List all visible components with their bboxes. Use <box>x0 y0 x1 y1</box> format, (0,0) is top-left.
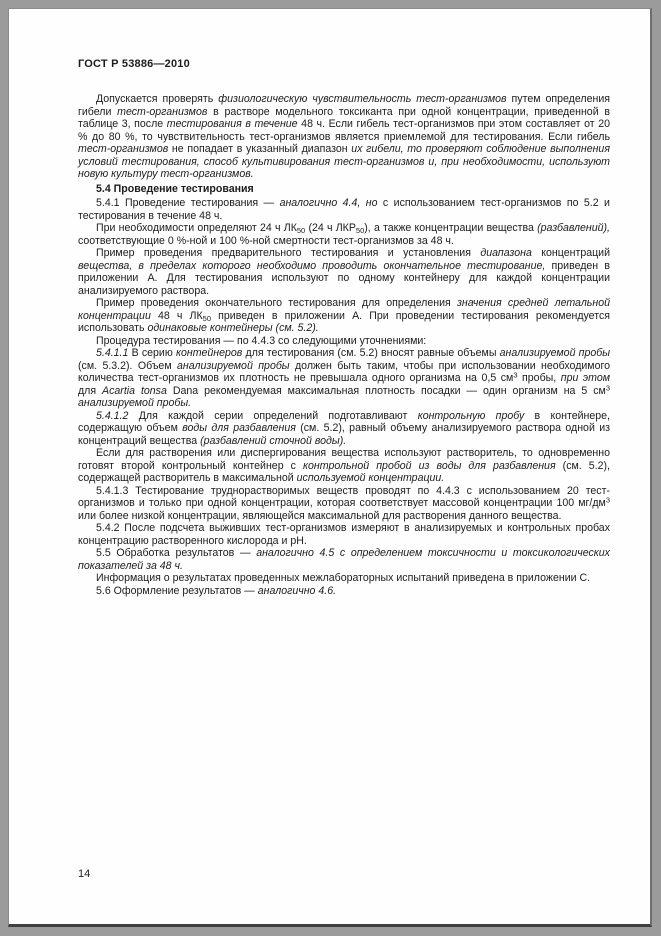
document-body <box>78 93 610 597</box>
paragraph-interlab-info: Информация о результатах проведенных межлабораторных испытаний приведена в приложении С. <box>96 572 591 584</box>
page-number: 14 <box>78 868 91 880</box>
paragraph-5-5: 5.5 Обработка результатов — аналогично 4.5 с определением токсичности и токсикологических показателей за 48 ч. <box>78 547 610 572</box>
paragraph-5-4-1-3: 5.4.1.3 Тестирование труднорастворимых веществ проводят по 4.4.3 с использованием 20 тест-организмов и только при одной концентрации, которая соответствует массовой концентрации 100 $мг/дм^3$ или более низкой концентрации, являющейся максимальной для растворения данного вещества. <box>78 484 610 522</box>
paragraph-5-4-1-1: 5.4.1.1 В серию контейнеров для тестирования (см. 5.2) вносят равные объемы анализируемой пробы (см. 5.3.2). Объем анализируемой пробы должен быть таким, чтобы при использовании необходимого количества тест-организмов их плотность не превышала одного организма на 0,5 $см^3$ пробы, при этом для Acartia tonsa Dana рекомендуемая максимальная плотность посадки — один организм на 5 $см^3$ анализируемой пробы. <box>78 347 611 409</box>
paragraph-5-6: 5.6 Оформление результатов — аналогично 4.6. <box>96 584 337 597</box>
paragraph-procedure: Процедура тестирования — по 4.4.3 со следующими уточнениями: <box>96 334 427 347</box>
paragraph-5-4-1-2: 5.4.1.2 Для каждой серии определений подготавливают контрольную пробу в контейнере, содержащую объем воды для разбавления (см. 5.2), равный объему анализируемого раствора одной из концентраций вещества (разбавлений сточной воды). <box>78 409 610 447</box>
document-page <box>8 8 652 927</box>
heading-5-4: 5.4 Проведение тестирования <box>96 182 254 195</box>
paragraph-lc50: При необходимости определяют 24 ч $ЛК_{50}$ (24 ч $ЛКР_{50}$), а также концентрации вещества (разбавлений), соответствующие 0 %-ной и 100 %-ной смертности тест-организмов за 48 ч. <box>78 222 610 247</box>
paragraph-sensitivity-check: Допускается проверять физиологическую чувствительность тест-организмов путем определения гибели тест-организмов в растворе модельного токсиканта при одной концентрации, приведенной в таблице 3, после тестирования в течение 48 ч. Если гибель тест-организмов при этом составляет от 20 % до 80 %, то чувствительность тест-организмов является приемлемой для тестирования. Если гибель тест-организмов не попадает в указанный диапазон их гибели, то проверяют соблюдение выполнения условий тестирования, способ культивирования тест-организмов и, при необходимости, используют новую культуру тест-организмов. <box>78 93 610 180</box>
paragraph-example-final: Пример проведения окончательного тестирования для определения значения средней летальной концентрации 48 ч $ЛК_{50}$ приведен в приложении А. При проведении тестирования рекомендуется использовать одинаковые контейнеры (см. 5.2). <box>78 297 610 334</box>
paragraph-5-4-1: 5.4.1 Проведение тестирования — аналогично 4.4, но с использованием тест-организмов по 5.2 и тестирования в течение 48 ч. <box>78 197 610 222</box>
paragraph-5-4-2: 5.4.2 После подсчета выживших тест-организмов измеряют в анализируемых и контрольных пробах концентрацию растворенного кислорода и pH. <box>78 522 610 547</box>
paragraph-solvent-control: Если для растворения или диспергирования вещества используют растворитель, то одновременно готовят второй контрольный контейнер с контрольной пробой из воды для разбавления (см. 5.2), содержащей растворитель в максимальной используемой концентрации. <box>78 447 610 484</box>
document-header: ГОСТ Р 53886—2010 <box>78 58 190 70</box>
paragraph-example-preliminary: Пример проведения предварительного тестирования и установления диапазона концентраций вещества, в пределах которого необходимо проводить окончательное тестирование, приведен в приложении А. Для тестирования используют по одному контейнеру для каждой концентрации анализируемого раствора. <box>78 247 611 297</box>
